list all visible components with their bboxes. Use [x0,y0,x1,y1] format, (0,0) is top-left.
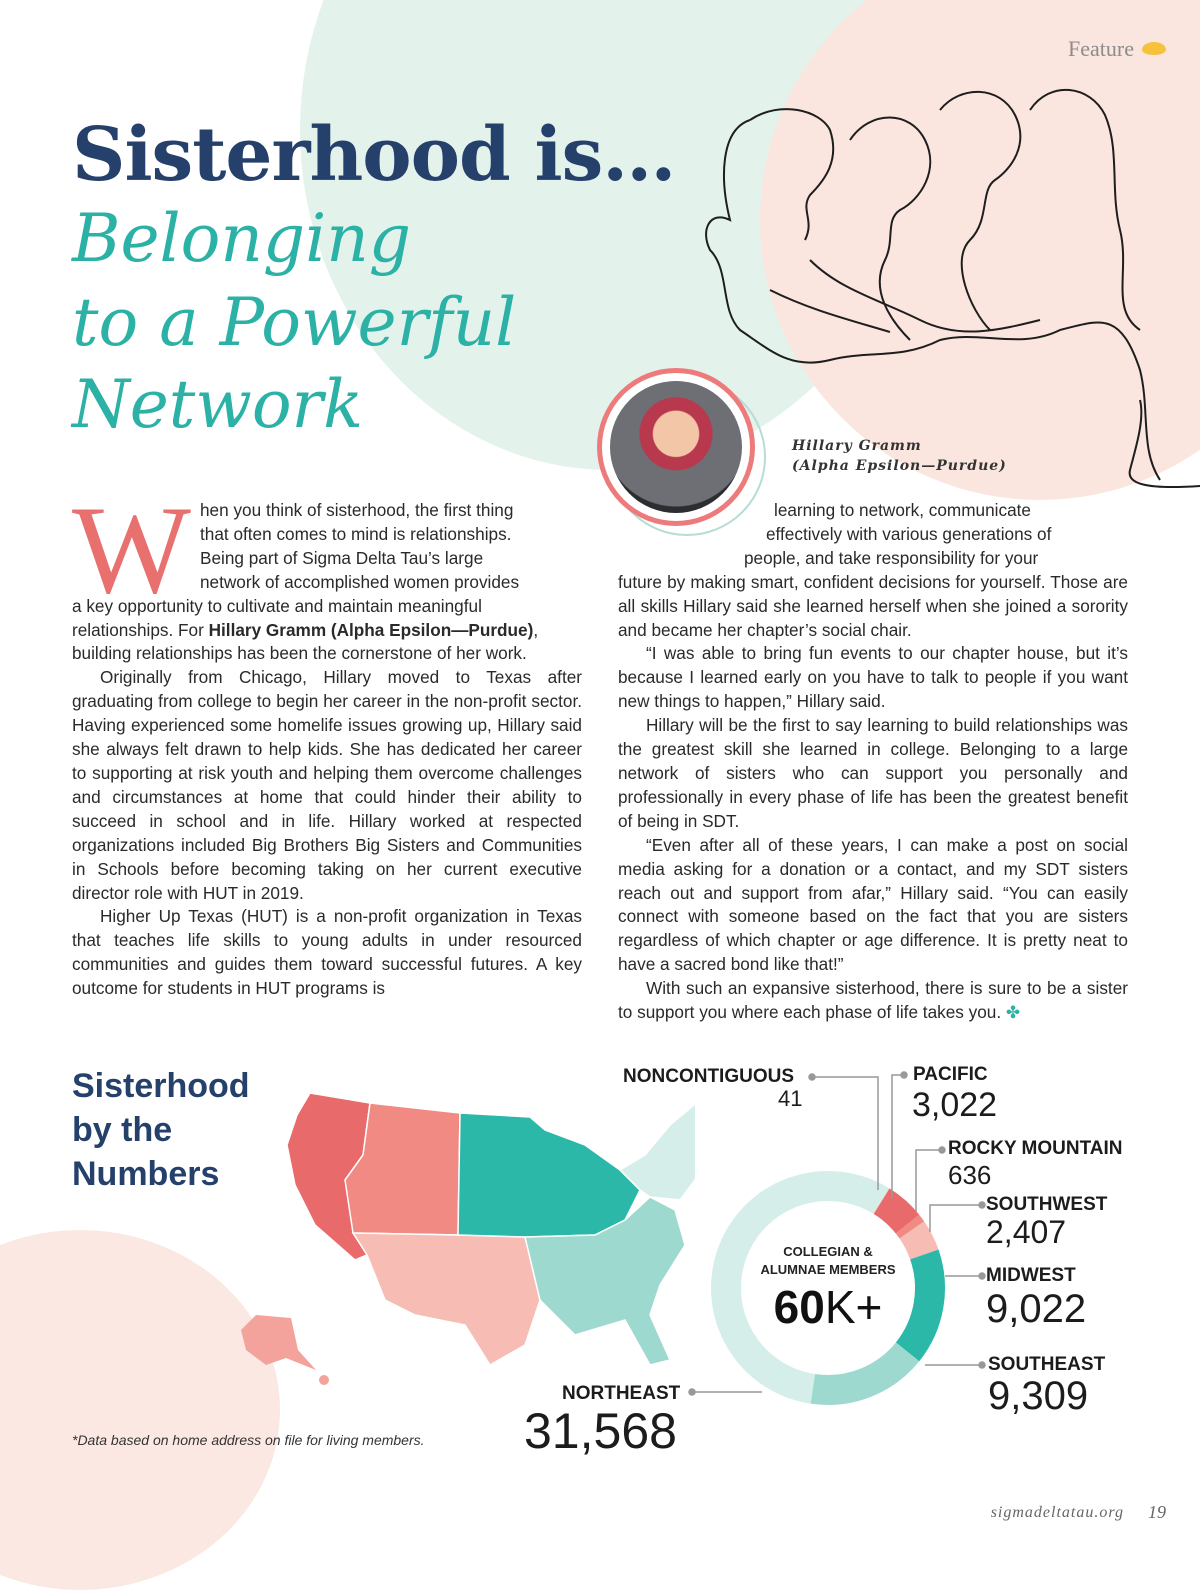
article-left-column [72,499,582,1001]
portrait-caption [792,436,1007,476]
map-region-hawaii [319,1375,329,1385]
feature-dot-icon [1142,42,1166,55]
article-line: hen you think of sisterhood, the first thing [72,499,582,523]
map-region-southwest [353,1233,540,1365]
region-label-midwest: MIDWEST [986,1265,1076,1287]
alaska-hawaii-map [236,1310,336,1390]
article-right-column [618,499,1128,1025]
total-rest: K+ [825,1281,883,1333]
leader-lines [600,1060,1200,1460]
article-paragraph: Originally from Chicago, Hillary moved to Texas after graduating from college to begin her career in the non-profit sector. Having experienced some homelife issues growing up, Hillary said she always felt drawn to help kids. She has dedicated her career to supporting at risk youth and helping them overcome challenges and circumstances at home that could hinder their ability to succeed in school and in life. Hillary worked at respected organizations included Big Brothers Big Sisters and Communities in Schools before becoming taking on her current executive director role with HUT in 2019. [72,666,582,905]
article-line: Being part of Sigma Delta Tau’s large [72,547,582,571]
stats-section-title [72,1064,250,1196]
total-bold: 60 [774,1281,825,1333]
peach-bottom-blob [0,1230,280,1590]
caption-chapter: (Alpha Epsilon—Purdue) [792,456,1007,476]
section-label: Feature [1068,36,1134,62]
region-value-northeast: 31,568 [524,1402,677,1460]
article-last-text: With such an expansive sisterhood, there is sure to be a sister to support you where each phase of life takes you. [618,978,1128,1022]
bold-name: Hillary Gramm (Alpha Epsilon—Purdue) [209,620,534,640]
page-number: 19 [1148,1502,1166,1523]
article-line: relationships. For Hillary Gramm (Alpha Epsilon—Purdue), [72,619,582,643]
region-value-noncontiguous: 41 [778,1086,802,1112]
article-line: network of accomplished women provides [72,571,582,595]
article-line: people, and take responsibility for your [618,547,1128,571]
article-paragraph: “Even after all of these years, I can make a post on social media asking for a donation or a contact, and my SDT sisters reach out and support from afar,” Hillary said. “You can easily connect with someone based on the fact that you are sisters regardless of which chapter or age difference. It is pretty neat to have a sacred bond like that!” [618,834,1128,977]
drop-cap: W [72,488,191,614]
article-paragraph [618,977,1128,1025]
article-paragraph: future by making smart, confident decisions for yourself. Those are all skills Hillary said she learned herself when she joined a sorority and became her chapter’s social chair. [618,571,1128,643]
region-value-pacific: 3,022 [912,1086,997,1125]
region-label-southeast: SOUTHEAST [988,1354,1105,1376]
caption-name: Hillary Gramm [792,436,1007,456]
title-line-3: to a Powerful [72,284,516,362]
map-region-alaska [241,1315,316,1370]
article-line: building relationships has been the cornerstone of her work. [72,642,582,666]
article-paragraph: Hillary will be the first to say learning to build relationships was the greatest skill she learned in college. Belonging to a large network of sisters who can support you personally and professionally in every phase of life has been the greatest benefit of being in SDT. [618,714,1128,834]
end-mark-icon: ✤ [1006,1002,1020,1022]
stats-title-line: Numbers [72,1152,250,1196]
region-value-rocky-mountain: 636 [948,1160,991,1191]
region-value-southwest: 2,407 [986,1214,1066,1251]
article-line: learning to network, communicate [618,499,1128,523]
article-line: a key opportunity to cultivate and maintain meaningful [72,595,582,619]
region-label-southwest: SOUTHWEST [986,1194,1107,1216]
stats-title-line: Sisterhood [72,1064,250,1108]
title-line-2: Belonging [72,200,411,278]
region-label-noncontiguous: NONCONTIGUOUS [623,1066,794,1088]
article-paragraph: Higher Up Texas (HUT) is a non-profit organization in Texas that teaches life skills to young adults in under resourced communities and guides them toward successful futures. A key outcome for students in HUT programs is [72,905,582,1001]
donut-center-label-line: ALUMNAE MEMBERS [742,1261,914,1279]
title-line-4: Network [72,366,363,444]
article-line: effectively with various generations of [618,523,1128,547]
portrait-image [610,381,742,513]
region-label-pacific: PACIFIC [913,1064,988,1086]
stats-title-line: by the [72,1108,250,1152]
footer-website: sigmadeltatau.org [991,1504,1124,1522]
region-label-rocky-mountain: ROCKY MOUNTAIN [948,1138,1123,1160]
title-line-1: Sisterhood is… [72,112,675,198]
footnote: *Data based on home address on file for living members. [72,1432,425,1448]
article-paragraph: “I was able to bring fun events to our chapter house, but it’s because I learned early on you have to talk to people if you want new things to happen,” Hillary said. [618,642,1128,714]
article-line: that often comes to mind is relationships. [72,523,582,547]
region-value-southeast: 9,309 [988,1374,1088,1419]
donut-center-label-line: COLLEGIAN & [742,1243,914,1261]
region-label-northeast: NORTHEAST [562,1383,680,1405]
region-value-midwest: 9,022 [986,1287,1086,1332]
